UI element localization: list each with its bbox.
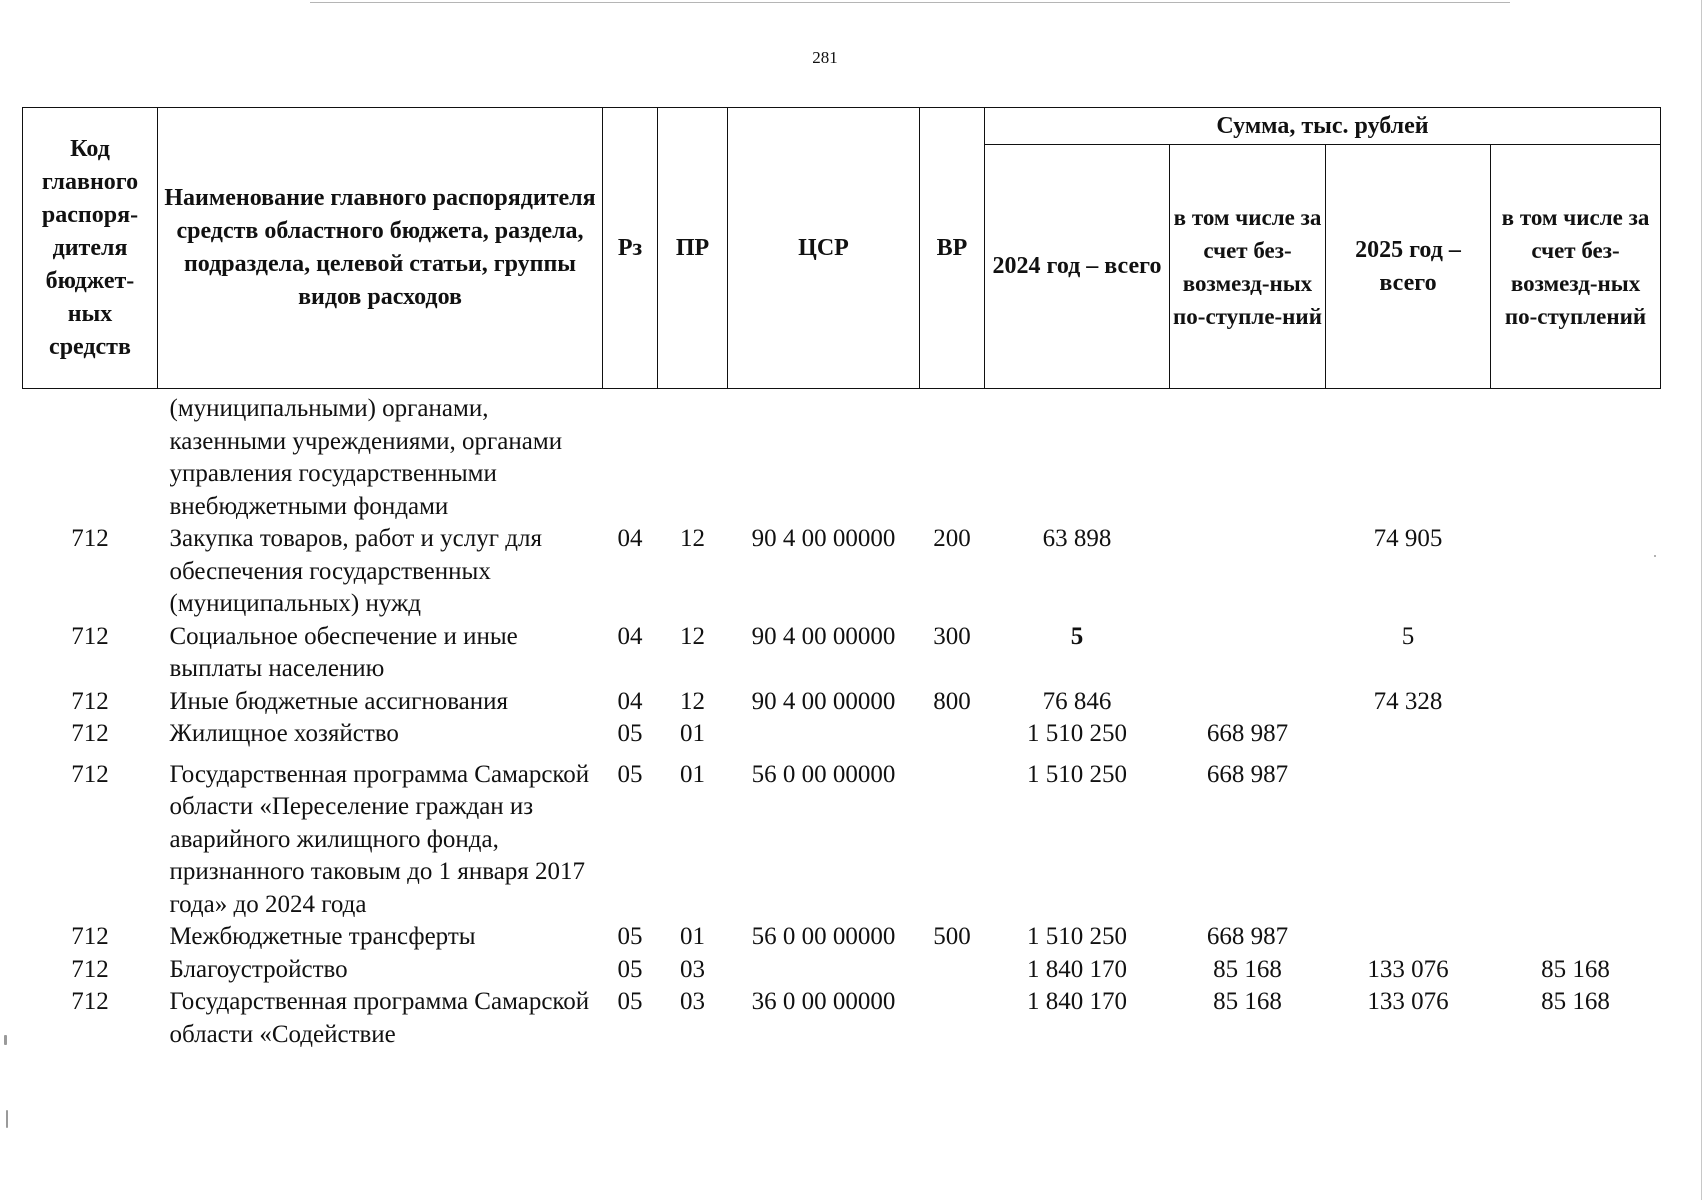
table-row (23, 523, 1661, 621)
cell-csr (728, 718, 920, 751)
cell-2024-gratuitous: 668 987 (1206, 760, 1289, 788)
cell-csr: 56 0 00 00000 (751, 760, 896, 788)
cell-2024-total: 1 510 250 (1027, 720, 1127, 747)
cell-vr (920, 954, 985, 987)
cell-2025-gratuitous (1491, 686, 1661, 719)
cell-2025-gratuitous (1491, 751, 1661, 922)
cell-rz: 05 (617, 988, 643, 1015)
cell-name: Закупка товаров, работ и услуг для обеспечения государственных (муниципальных) нужд (169, 525, 542, 617)
cell-2024-total: 76 846 (1042, 687, 1112, 715)
cell-code: 712 (71, 525, 109, 552)
cell-rz: 04 (617, 622, 643, 650)
cell-vr: 200 (933, 525, 971, 552)
cell-2025-gratuitous (1491, 389, 1661, 524)
header-sum: Сумма, тыс. рублей (985, 108, 1661, 145)
cell-2024-total: 1 840 170 (1027, 955, 1127, 983)
scan-edge-mark (1701, 0, 1702, 1200)
cell-name: Иные бюджетные ассигнования (169, 687, 509, 715)
table-row (23, 954, 1661, 987)
header-vr: ВР (920, 108, 985, 389)
cell-2024-gratuitous: 85 168 (1213, 988, 1282, 1015)
cell-2024-gratuitous (1170, 523, 1326, 621)
cell-2025-gratuitous (1491, 718, 1661, 751)
header-2024-gratuitous: в том числе за счет без-возмезд-ных по-ступле-ний (1170, 145, 1326, 389)
cell-2025-total: 74 905 (1373, 525, 1443, 552)
cell-csr: 90 4 00 00000 (751, 687, 896, 715)
cell-code: 712 (71, 720, 109, 747)
header-rz: Рз (603, 108, 658, 389)
cell-code: 712 (71, 760, 109, 788)
cell-code: 712 (71, 923, 109, 950)
cell-vr (920, 986, 985, 1051)
cell-2025-gratuitous: 85 168 (1541, 988, 1610, 1015)
cell-2024-total: 1 510 250 (1027, 923, 1127, 950)
cell-csr (728, 954, 920, 987)
cell-2024-gratuitous (1170, 389, 1326, 524)
cell-rz: 05 (617, 923, 643, 950)
cell-name: Межбюджетные трансферты (169, 923, 476, 950)
cell-code: 712 (71, 988, 109, 1015)
cell-name: Государственная программа Самарской области «Переселение граждан из аварийного жилищного фонда, признанного таковым до 1 января 2017 года» до 2024 года (169, 760, 590, 918)
header-2024-total: 2024 год – всего (985, 145, 1170, 389)
table-row (23, 921, 1661, 954)
cell-vr: 300 (933, 622, 971, 650)
cell-2024-total: 1 840 170 (1027, 988, 1127, 1015)
scan-speck (4, 1035, 7, 1045)
cell-rz: 05 (617, 955, 643, 983)
cell-2025-total: 74 328 (1373, 687, 1443, 715)
cell-code (23, 389, 158, 524)
table-header (23, 108, 1661, 389)
cell-code: 712 (71, 687, 109, 715)
header-pr: ПР (658, 108, 728, 389)
cell-rz (603, 389, 658, 524)
table-row (23, 686, 1661, 719)
cell-2024-gratuitous (1170, 621, 1326, 686)
cell-2024-gratuitous: 668 987 (1206, 720, 1289, 747)
header-code: Код главного распоря-дителя бюджет-ных средств (23, 108, 158, 389)
scan-speck (6, 1110, 8, 1128)
cell-2025-gratuitous: 85 168 (1541, 955, 1610, 983)
cell-2024-gratuitous (1170, 686, 1326, 719)
cell-rz: 04 (617, 687, 643, 715)
cell-pr: 03 (680, 988, 705, 1015)
cell-2024-total (985, 389, 1170, 524)
cell-2024-gratuitous: 668 987 (1206, 923, 1289, 950)
cell-pr: 12 (680, 622, 705, 650)
cell-2025-total (1326, 389, 1491, 524)
header-2025-total: 2025 год – всего (1326, 145, 1491, 389)
cell-2025-total (1326, 751, 1491, 922)
cell-pr: 12 (680, 687, 705, 715)
table-row (23, 751, 1661, 922)
table-row (23, 718, 1661, 751)
cell-csr: 90 4 00 00000 (751, 622, 896, 650)
header-csr: ЦСР (728, 108, 920, 389)
cell-2025-gratuitous (1491, 921, 1661, 954)
cell-pr: 03 (680, 955, 705, 983)
cell-pr: 01 (680, 760, 705, 788)
cell-name: Государственная программа Самарской области «Содействие (169, 988, 590, 1048)
cell-csr: 36 0 00 00000 (751, 988, 896, 1015)
header-2025-gratuitous: в том числе за счет без-возмезд-ных по-ступлений (1491, 145, 1661, 389)
cell-rz: 04 (617, 525, 643, 552)
cell-code: 712 (71, 622, 109, 650)
table-row (23, 621, 1661, 686)
cell-vr: 500 (933, 923, 971, 950)
cell-name: Благоустройство (169, 955, 348, 983)
cell-2025-total: 133 076 (1367, 955, 1449, 983)
cell-2024-total: 63 898 (1042, 525, 1112, 552)
cell-vr (920, 751, 985, 922)
cell-vr (920, 718, 985, 751)
table-body (23, 389, 1661, 1052)
cell-2025-total (1326, 921, 1491, 954)
cell-vr (920, 389, 985, 524)
cell-2025-total: 133 076 (1367, 988, 1449, 1015)
table-row (23, 986, 1661, 1051)
cell-2025-total (1326, 718, 1491, 751)
cell-name: Жилищное хозяйство (169, 720, 399, 747)
cell-rz: 05 (617, 720, 643, 747)
scan-top-rule (310, 2, 1510, 3)
header-name: Наименование главного распорядителя средств областного бюджета, раздела, подраздела, целевой статьи, группы видов расходов (158, 108, 603, 389)
page-number: 281 (812, 48, 838, 67)
cell-2024-total: 1 510 250 (1027, 760, 1127, 788)
cell-name: Социальное обеспечение и иные выплаты населению (169, 622, 518, 682)
cell-csr: 90 4 00 00000 (751, 525, 896, 552)
cell-2025-gratuitous (1491, 621, 1661, 686)
cell-2024-gratuitous: 85 168 (1213, 955, 1282, 983)
cell-pr (658, 389, 728, 524)
cell-code: 712 (71, 955, 109, 983)
cell-csr (728, 389, 920, 524)
cell-vr: 800 (933, 687, 971, 715)
cell-2024-total: 5 (1070, 622, 1084, 650)
cell-rz: 05 (617, 760, 643, 788)
cell-pr: 12 (680, 525, 705, 552)
cell-2025-gratuitous (1491, 523, 1661, 621)
cell-name: (муниципальными) органами, казенными учреждениями, органами управления государственными внебюджетными фондами (169, 395, 563, 520)
cell-pr: 01 (680, 923, 705, 950)
cell-2025-total: 5 (1401, 622, 1415, 650)
cell-pr: 01 (680, 720, 705, 747)
budget-table (22, 107, 1661, 1051)
cell-csr: 56 0 00 00000 (751, 923, 896, 950)
table-row (23, 389, 1661, 524)
